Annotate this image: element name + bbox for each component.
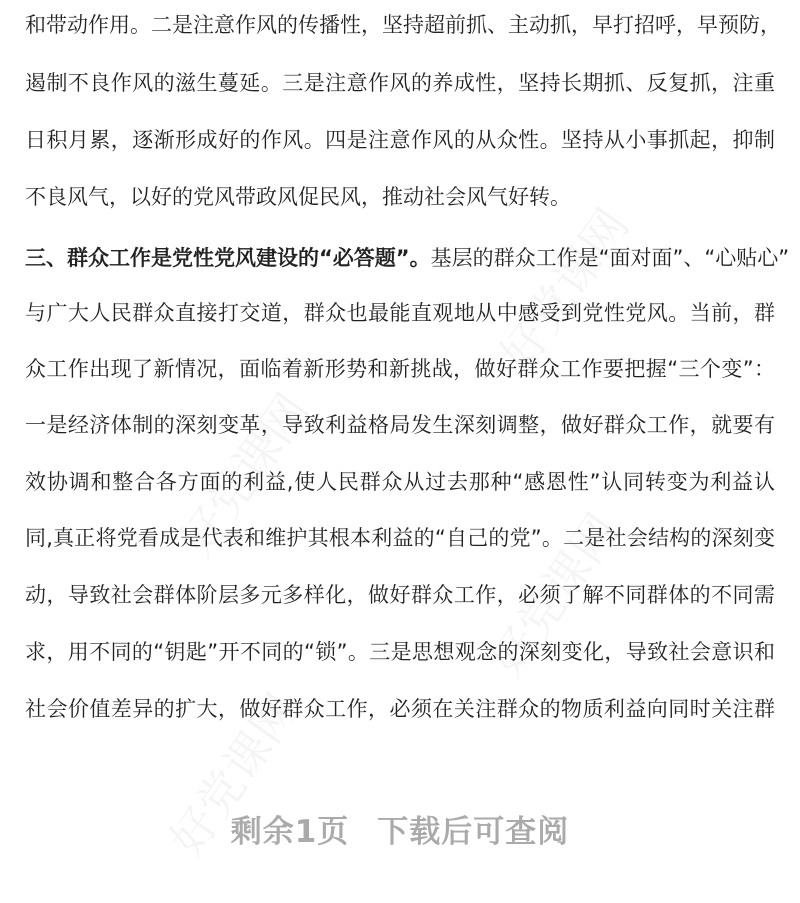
text-line: 一是经济体制的深刻变革，导致利益格局发生深刻调整，做好群众工作，就要有 (25, 413, 775, 437)
remaining-pages-label: 剩余1页 (230, 814, 350, 850)
text-line: 日积月累，逐渐形成好的作风。四是注意作风的从众性。坚持从小事抓起，抑制 (25, 128, 775, 152)
text-line: 遏制不良作风的滋生蔓延。三是注意作风的养成性，坚持长期抓、反复抓，注重 (25, 71, 775, 95)
text-span: 基层的群众工作是“面对面”、“心贴心” (430, 246, 790, 270)
download-to-read-more-link[interactable] (0, 806, 800, 851)
text-line: 同,真正将党看成是代表和维护其根本利益的“自己的党”。二是社会结构的深刻变 (25, 526, 775, 550)
text-line: 求，用不同的“钥匙”开不同的“锁”。三是思想观念的深刻变化，导致社会意识和 (25, 640, 775, 664)
text-line: 动，导致社会群体阶层多元多样化，做好群众工作，必须了解不同群体的不同需 (25, 583, 775, 607)
text-line (25, 243, 790, 273)
text-line: 众工作出现了新情况，面临着新形势和新挑战，做好群众工作要把握“三个变”： (25, 357, 775, 381)
text-line: 不良风气，以好的党风带政风促民风，推动社会风气好转。 (25, 185, 571, 209)
section-heading: 三、群众工作是党性党风建设的“必答题”。 (25, 246, 431, 270)
text-line: 和带动作用。二是注意作风的传播性，坚持超前抓、主动抓，早打招呼，早预防， (25, 13, 781, 37)
text-line: 社会价值差异的扩大，做好群众工作，必须在关注群众的物质利益向同时关注群 (25, 697, 775, 721)
download-hint-label: 下载后可查阅 (377, 814, 570, 850)
text-line: 效协调和整合各方面的利益,使人民群众从过去那种“感恩性”认同转变为利益认 (25, 470, 775, 494)
text-line: 与广大人民群众直接打交道，群众也最能直观地从中感受到党性党风。当前，群 (25, 301, 775, 325)
